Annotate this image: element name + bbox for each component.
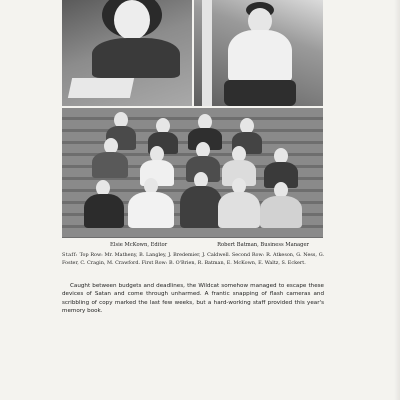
manager-caption: Robert Batman, Business Manager bbox=[217, 242, 309, 248]
staff-member bbox=[260, 196, 302, 228]
manager-trousers bbox=[224, 80, 296, 106]
staff-member bbox=[180, 186, 222, 228]
staff-listing bbox=[62, 252, 324, 267]
staff-member bbox=[128, 192, 174, 228]
editor-face bbox=[114, 0, 150, 40]
manager-sweater bbox=[228, 30, 292, 82]
photo-captions bbox=[62, 240, 323, 250]
staff-names: Top Row: Mr. Matheny, B. Langley, J. Bredemier, J. Caldwell. Second Row: R. Atkeson, G. Ness, G. Foster, C. Cragin, M. Crawford. First Row: B. O'Brien, R. Batman, E. McKown, E. Waltz, S. Eckert. bbox=[62, 252, 324, 266]
business-manager-photo bbox=[194, 0, 323, 106]
staff-member bbox=[92, 152, 128, 178]
background-column bbox=[202, 0, 212, 106]
editor-caption: Elsie McKown, Editor bbox=[110, 242, 168, 248]
editor-desk-paper bbox=[68, 78, 134, 98]
staff-group-photo bbox=[62, 108, 323, 238]
staff-label: Staff: bbox=[62, 252, 78, 258]
editor-photo bbox=[62, 0, 192, 106]
staff-member bbox=[218, 192, 260, 228]
page-edge-shadow bbox=[394, 0, 400, 400]
staff-member bbox=[84, 194, 124, 228]
editor-sweater bbox=[92, 38, 180, 78]
body-paragraph: Caught between budgets and deadlines, the Wildcat somehow managed to escape these devices of Satan and come through unharmed. A frantic snapping of flash cameras and scribbling of copy marked the last few weeks, but a hard-working staff provided this year's memory book. bbox=[62, 283, 324, 314]
